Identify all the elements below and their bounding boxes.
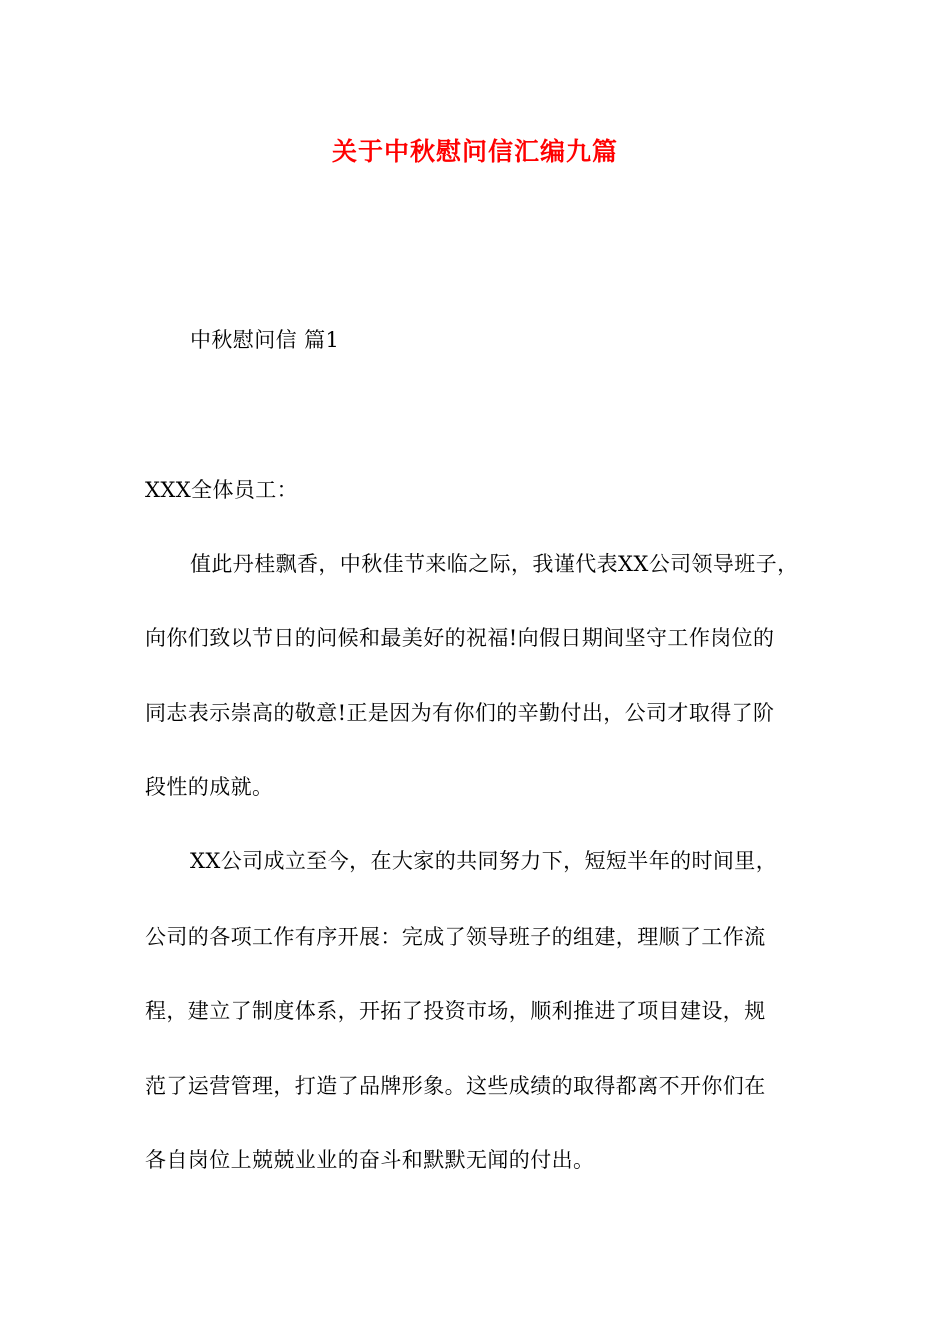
- section-heading: 中秋慰问信 篇1: [190, 328, 340, 352]
- paragraph-line: 范了运营管理，打造了品牌形象。这些成绩的取得都离不开你们在: [145, 1074, 766, 1098]
- paragraph-line: 值此丹桂飘香，中秋佳节来临之际，我谨代表XX公司领导班子，: [190, 552, 799, 576]
- document-title: 关于中秋慰问信汇编九篇: [331, 137, 618, 166]
- paragraph-line: 程，建立了制度体系，开拓了投资市场，顺利推进了项目建设，规: [145, 999, 766, 1023]
- paragraph-line: 各自岗位上兢兢业业的奋斗和默默无闻的付出。: [145, 1148, 595, 1172]
- paragraph-line: 向你们致以节日的问候和最美好的祝福!向假日期间坚守工作岗位的: [145, 626, 775, 650]
- paragraph-line: 公司的各项工作有序开展：完成了领导班子的组建，理顺了工作流: [145, 925, 766, 949]
- salutation: XXX全体员工：: [145, 478, 299, 502]
- paragraph-line: XX公司成立至今，在大家的共同努力下，短短半年的时间里，: [190, 849, 778, 873]
- paragraph-line: 段性的成就。: [145, 775, 274, 799]
- paragraph-line: 同志表示崇高的敬意!正是因为有你们的辛勤付出，公司才取得了阶: [145, 701, 775, 725]
